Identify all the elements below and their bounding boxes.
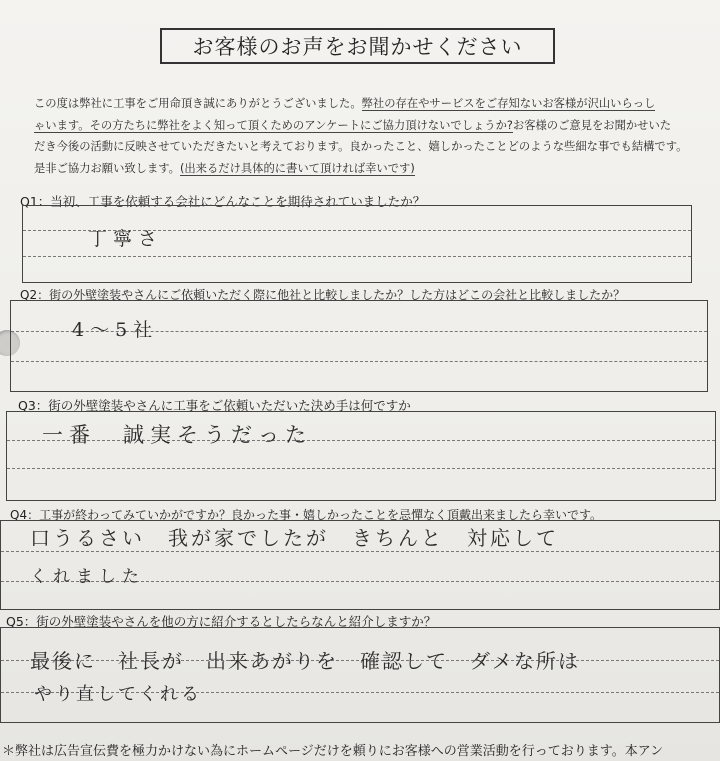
answer-1-line-1: 丁寧さ <box>88 228 164 250</box>
answer-5-line-1: 最後に 社長が 出来あがりを 確認して ダメな所は <box>30 649 580 673</box>
answer-3-line-1: 一番 誠実そうだった <box>42 423 312 447</box>
intro-line-4b: (出来るだけ具体的に書いて頂ければ幸いです) <box>179 161 415 175</box>
intro-line-3: だき今後の活動に反映させていただきたいと考えております。良かったこと、嬉しかったことどのような些細な事でも結構です。 <box>34 140 688 153</box>
question-1-label: Q1：当初、工事を依頼する会社にどんなことを期待されていましたか？ <box>20 194 426 209</box>
intro-line-4a: 是非ご協力お願い致します。 <box>34 161 180 175</box>
answer-5-line-2: やり直してくれる <box>34 684 202 705</box>
question-2-label: Q2：街の外壁塗装やさんにご依頼いただく際に他社と比較しましたか？した方はどこの会社と比較しましたか？ <box>20 288 626 302</box>
intro-line-2a: ゃいます。その方たちに弊社をよく知って頂くためのアンケートにご協力頂けないでしょうか? <box>34 118 513 132</box>
intro-line-1a: この度は弊社に工事をご用命頂き誠にありがとうございました。 <box>34 97 362 110</box>
question-5-label: Q5：街の外壁塗装やさんを他の方に紹介するとしたらなんと紹介しますか？ <box>6 614 437 629</box>
answer-box-2 <box>10 300 708 392</box>
answer-4-line-2: くれました <box>30 567 145 587</box>
intro-line-2b: お客様のご意見をお聞かせいた <box>512 118 672 132</box>
intro-text <box>34 93 706 179</box>
answer-4-line-1: 口うるさい 我が家でしたが きちんと 対応して <box>30 526 559 550</box>
intro-line-1b: 弊社の存在やサービスをご存知ないお客様が沢山いらっし <box>361 97 656 110</box>
question-3-label: Q3：街の外壁塗装やさんに工事をご依頼いただいた決め手は何ですか <box>18 398 411 413</box>
page-title: お客様のお声をお聞かせください <box>160 28 555 64</box>
footer-note: ＊弊社は広告宣伝費を極力かけない為にホームページだけを頼りにお客様への営業活動を行っております。本アン <box>2 744 664 759</box>
answer-box-5 <box>0 627 720 723</box>
question-4-label: Q4：工事が終わってみていかがですか？良かった事・嬉しかったことを忌憚なく頂戴出来ましたら幸いです。 <box>10 508 603 522</box>
answer-2-line-1: 4～5社 <box>72 319 159 341</box>
